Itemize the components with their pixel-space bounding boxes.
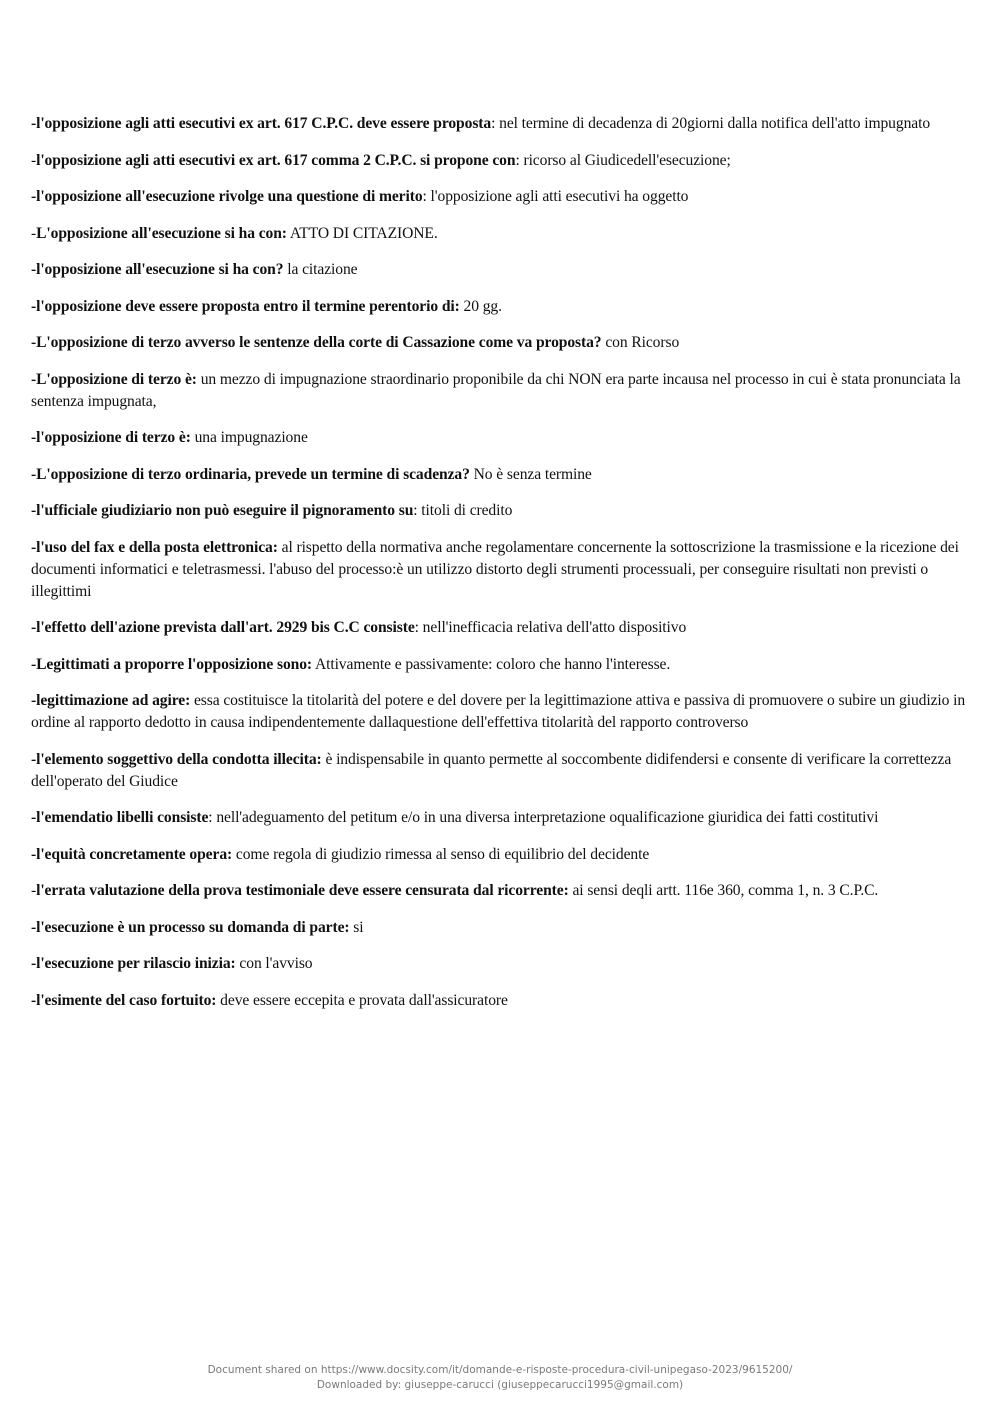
entry-question: l'equità concretamente opera: xyxy=(36,845,233,863)
entry-answer: al rispetto della normativa anche regolamentare concernente la sottoscrizione la trasmissione e la ricezione dei documenti informatici e teletrasmessi. l'abuso del processo:è un utilizzo distorto degli strumenti processuali, per conseguire risultati non previsti o illegittimi xyxy=(31,538,959,600)
qa-entry xyxy=(31,990,983,1012)
entry-dash: - xyxy=(31,334,37,351)
entry-question: l'effetto dell'azione prevista dall'art. 2929 bis C.C consiste xyxy=(36,619,415,636)
entry-dash: - xyxy=(31,429,37,446)
entry-dash: - xyxy=(31,261,37,278)
qa-entry xyxy=(31,807,983,829)
entry-question: l'esecuzione per rilascio inizia: xyxy=(36,955,236,972)
entry-answer: una impugnazione xyxy=(190,429,308,446)
entry-question: l'opposizione agli atti esecutivi ex art. 617 C.P.C. deve essere proposta xyxy=(36,115,492,132)
entry-dash: - xyxy=(31,465,37,483)
entry-question: l'opposizione di terzo è: xyxy=(36,429,191,446)
entry-dash: - xyxy=(31,991,37,1009)
entry-dash: - xyxy=(31,619,37,636)
qa-entry xyxy=(31,427,983,449)
entry-answer: un mezzo di impugnazione straordinario proponibile da chi NON era parte incausa nel processo in cui è stata pronunciata la sentenza impugnata, xyxy=(31,370,961,410)
qa-entry xyxy=(31,186,983,208)
entry-question: l'emendatio libelli consiste xyxy=(36,809,209,826)
entry-answer: si xyxy=(349,918,364,936)
entry-answer: essa costituisce la titolarità del potere e del dovere per la legittimazione attiva e passiva di promuovere o subire un giudizio in ordine al rapporto dedotto in causa indipendentemente dallaquestione dell'effettiva titolarità del rapporto controverso xyxy=(31,692,966,731)
qa-entry xyxy=(31,617,983,639)
qa-entry xyxy=(31,259,983,281)
entry-dash: - xyxy=(31,297,37,315)
entry-question: L'opposizione di terzo è: xyxy=(36,370,197,388)
entry-question: L'opposizione all'esecuzione si ha con: xyxy=(36,224,287,242)
entry-answer: Attivamente e passivamente: coloro che hanno l'interesse. xyxy=(312,655,671,673)
entry-dash: - xyxy=(31,955,37,972)
entry-answer: : titoli di credito xyxy=(413,502,513,519)
entry-dash: - xyxy=(31,750,37,768)
qa-entry xyxy=(31,369,983,413)
entry-dash: - xyxy=(31,502,37,519)
qa-entry xyxy=(31,749,983,793)
qa-entry xyxy=(31,150,983,172)
entry-dash: - xyxy=(31,224,37,242)
entry-question: Legittimati a proporre l'opposizione sono: xyxy=(36,655,313,673)
entry-answer: deve essere eccepita e provata dall'assicuratore xyxy=(216,991,508,1009)
entry-answer: : nell'inefficacia relativa dell'atto dispositivo xyxy=(414,619,687,636)
entry-answer: : ricorso al Giudicedell'esecuzione; xyxy=(515,151,731,169)
entry-question: L'opposizione di terzo avverso le sentenze della corte di Cassazione come va proposta? xyxy=(36,334,602,351)
entry-dash: - xyxy=(31,918,37,936)
entry-question: l'errata valutazione della prova testimoniale deve essere censurata dal ricorrente: xyxy=(36,882,569,899)
footer-downloaded-by: Downloaded by: giuseppe-carucci (giuseppecarucci1995@gmail.com) xyxy=(316,1379,684,1391)
entry-question: l'esecuzione è un processo su domanda di parte: xyxy=(36,918,350,936)
entry-dash: - xyxy=(31,115,37,132)
qa-entry xyxy=(31,654,983,676)
entry-question: legittimazione ad agire: xyxy=(36,692,191,709)
qa-entry xyxy=(31,537,983,603)
qa-entry xyxy=(31,953,983,975)
qa-entry xyxy=(31,844,983,866)
entry-dash: - xyxy=(31,370,37,388)
entry-answer: : nel termine di decadenza di 20giorni dalla notifica dell'atto impugnato xyxy=(491,115,931,132)
qa-entry xyxy=(31,690,983,734)
entry-answer: la citazione xyxy=(283,261,358,278)
entry-dash: - xyxy=(31,809,37,826)
qa-entry xyxy=(31,332,983,354)
qa-entry xyxy=(31,880,983,902)
entry-question: l'opposizione agli atti esecutivi ex art. 617 comma 2 C.P.C. si propone con xyxy=(36,151,516,169)
entry-answer: con Ricorso xyxy=(601,334,680,351)
footer-shared-on: Document shared on https://www.docsity.com/it/domande-e-risposte-procedura-civil-unipegaso-2023/9615200/ xyxy=(207,1364,793,1376)
entry-answer: : nell'adeguamento del petitum e/o in una diversa interpretazione oqualificazione giuridica dei fatti costitutivi xyxy=(208,809,879,826)
qa-entry xyxy=(31,464,983,486)
entry-dash: - xyxy=(31,845,37,863)
document-body xyxy=(31,113,983,1026)
qa-entry xyxy=(31,500,983,522)
entry-answer: 20 gg. xyxy=(459,297,502,315)
entry-answer: è indispensabile in quanto permette al soccombente didifendersi e consente di verificare la correttezza dell'operato del Giudice xyxy=(31,750,952,790)
entry-question: l'esimente del caso fortuito: xyxy=(36,991,217,1009)
entry-question: l'ufficiale giudiziario non può eseguire il pignoramento su xyxy=(36,502,414,519)
entry-dash: - xyxy=(31,655,37,673)
entry-answer: No è senza termine xyxy=(469,465,592,483)
entry-question: l'opposizione deve essere proposta entro il termine perentorio di: xyxy=(36,297,460,315)
entry-dash: - xyxy=(31,151,37,169)
entry-answer: con l'avviso xyxy=(235,955,313,972)
qa-entry xyxy=(31,113,983,135)
entry-dash: - xyxy=(31,538,37,556)
entry-question: l'uso del fax e della posta elettronica: xyxy=(36,538,278,556)
entry-answer: come regola di giudizio rimessa al senso di equilibrio del decidente xyxy=(232,845,650,863)
entry-question: l'elemento soggettivo della condotta illecita: xyxy=(36,750,322,768)
entry-answer: ai sensi deqli artt. 116e 360, comma 1, n. 3 C.P.C. xyxy=(568,882,879,899)
entry-dash: - xyxy=(31,882,37,899)
entry-question: l'opposizione all'esecuzione si ha con? xyxy=(36,261,284,278)
entry-answer: ATTO DI CITAZIONE. xyxy=(286,224,438,242)
qa-entry xyxy=(31,917,983,939)
entry-question: l'opposizione all'esecuzione rivolge una questione di merito xyxy=(36,188,423,205)
entry-dash: - xyxy=(31,692,37,709)
entry-answer: : l'opposizione agli atti esecutivi ha oggetto xyxy=(422,188,689,205)
entry-question: L'opposizione di terzo ordinaria, prevede un termine di scadenza? xyxy=(36,465,470,483)
qa-entry xyxy=(31,296,983,318)
qa-entry xyxy=(31,223,983,245)
entry-dash: - xyxy=(31,188,37,205)
